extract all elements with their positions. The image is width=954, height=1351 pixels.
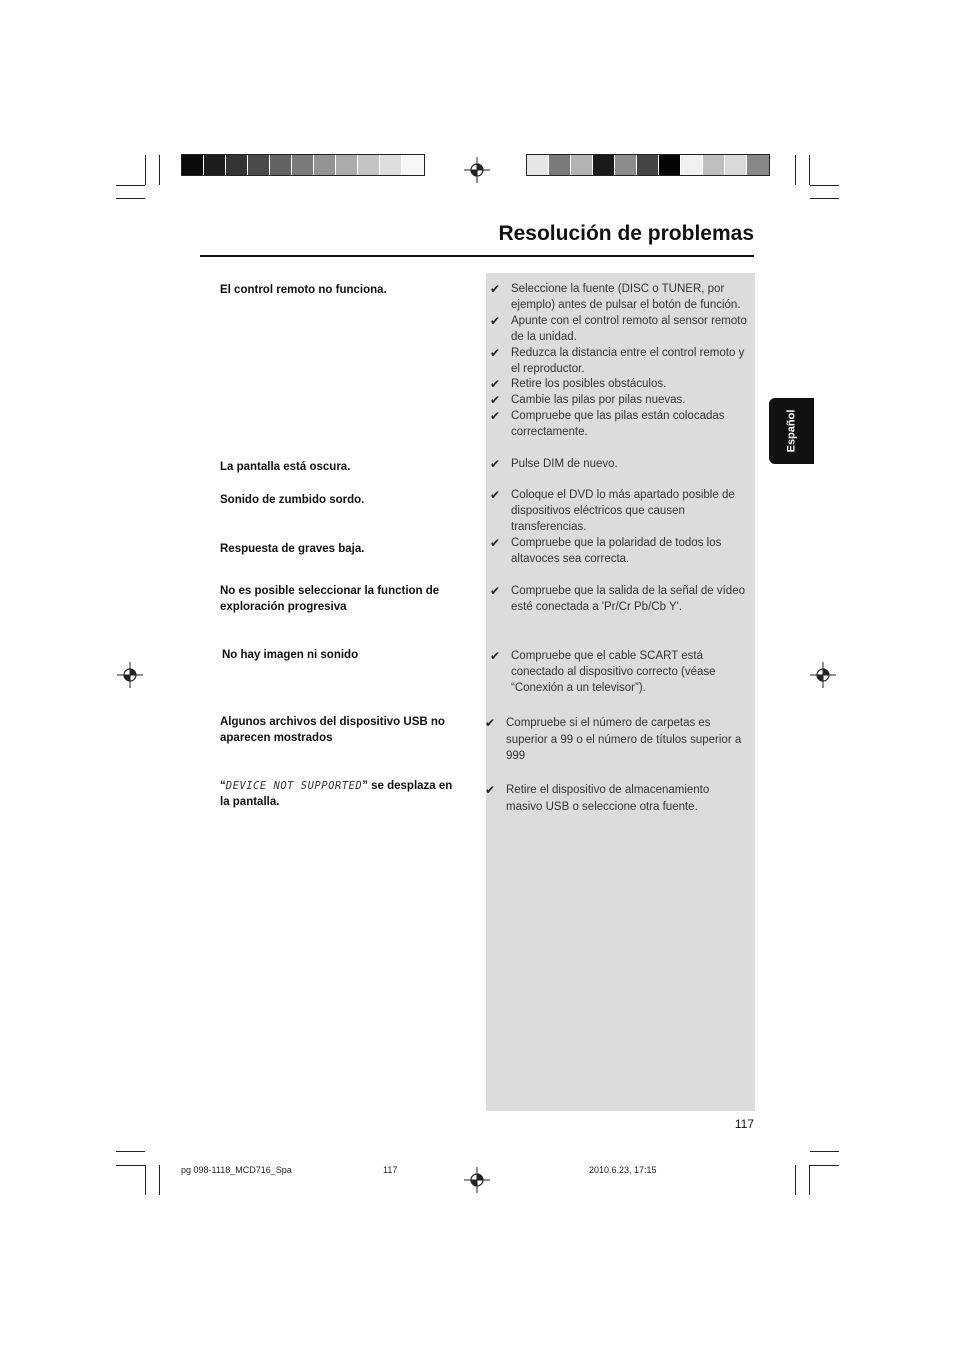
language-tab-label: Español — [785, 409, 798, 453]
calibration-swatch — [204, 155, 226, 175]
grayscale-calibration-bar-left — [181, 154, 425, 176]
solution-item: ✔ Compruebe si el número de carpetas es superior a 99 o el número de títulos superior a 999 — [485, 716, 742, 762]
calibration-swatch — [549, 155, 571, 175]
calibration-swatch — [358, 155, 380, 175]
calibration-swatch — [270, 155, 292, 175]
check-icon: ✔ — [485, 783, 496, 797]
solution-item: ✔ Cambie las pilas por pilas nuevas. — [490, 393, 686, 407]
calibration-swatch — [681, 155, 703, 175]
calibration-swatch — [314, 155, 336, 175]
registration-target-icon — [117, 662, 143, 688]
problem-item: Algunos archivos del dispositivo USB no aparecen mostrados — [220, 716, 445, 744]
solution-item: ✔ Compruebe que las pilas están colocadas correctamente. — [490, 409, 725, 438]
check-icon: ✔ — [490, 649, 501, 663]
problem-item: El control remoto no funciona. — [220, 284, 387, 296]
check-icon: ✔ — [490, 409, 501, 423]
check-icon: ✔ — [490, 282, 501, 296]
grayscale-calibration-bar-right — [526, 154, 770, 176]
calibration-swatch — [725, 155, 747, 175]
problem-item: La pantalla está oscura. — [220, 461, 351, 473]
registration-target-icon — [464, 1167, 490, 1193]
calibration-swatch — [402, 155, 424, 175]
problem-item: “DEVICE NOT SUPPORTED” se desplaza en la pantalla. — [220, 780, 453, 808]
footer-date: 2010.6.23, 17:15 — [589, 1165, 657, 1175]
solution-item: ✔ Reduzca la distancia entre el control remoto y el reproductor. — [490, 346, 745, 375]
problem-item: Respuesta de graves baja. — [220, 543, 365, 555]
solution-item: ✔ Compruebe que la salida de la señal de vídeo esté conectada a 'Pr/Cr Pb/Cb Y'. — [490, 584, 745, 613]
footer-page: 117 — [383, 1165, 398, 1175]
solution-item: ✔ Retire el dispositivo de almacenamiento masivo USB o seleccione otra fuente. — [485, 783, 710, 813]
calibration-swatch — [593, 155, 615, 175]
calibration-swatch — [380, 155, 402, 175]
page-title: Resolución de problemas — [498, 222, 754, 245]
problem-item: No hay imagen ni sonido — [222, 649, 359, 661]
calibration-swatch — [571, 155, 593, 175]
calibration-swatch — [659, 155, 681, 175]
calibration-swatch — [615, 155, 637, 175]
check-icon: ✔ — [490, 377, 501, 391]
solution-item: ✔ Seleccione la fuente (DISC o TUNER, por ejemplo) antes de pulsar el botón de función. — [490, 282, 741, 311]
solution-item: ✔ Compruebe que la polaridad de todos los altavoces sea correcta. — [490, 536, 722, 565]
registration-target-icon — [464, 157, 490, 183]
page-number: 117 — [734, 1117, 754, 1131]
check-icon: ✔ — [485, 716, 496, 730]
calibration-swatch — [747, 155, 769, 175]
footer-filename: pg 098-1118_MCD716_Spa — [181, 1165, 292, 1175]
problem-item: Sonido de zumbido sordo. — [220, 494, 365, 506]
lcd-display-text: DEVICE NOT SUPPORTED — [225, 780, 363, 792]
solution-item: ✔ Retire los posibles obstáculos. — [490, 377, 667, 391]
calibration-swatch — [248, 155, 270, 175]
calibration-swatch — [292, 155, 314, 175]
check-icon: ✔ — [490, 488, 501, 502]
check-icon: ✔ — [490, 584, 501, 598]
solution-item: ✔ Compruebe que el cable SCART está conectado al dispositivo correcto (véase “Conexión a un televisor”). — [490, 649, 716, 694]
solution-item: ✔ Coloque el DVD lo más apartado posible de dispositivos eléctricos que causen transferencias. — [490, 488, 735, 533]
check-icon: ✔ — [490, 536, 501, 550]
problem-item: No es posible seleccionar la function de exploración progresiva — [220, 585, 440, 613]
registration-target-icon — [810, 662, 836, 688]
title-underline — [200, 255, 754, 257]
calibration-swatch — [182, 155, 204, 175]
solution-item: ✔ Apunte con el control remoto al sensor remoto de la unidad. — [490, 314, 747, 343]
check-icon: ✔ — [490, 314, 501, 328]
solution-item: ✔ Pulse DIM de nuevo. — [490, 457, 618, 471]
calibration-swatch — [637, 155, 659, 175]
check-icon: ✔ — [490, 393, 501, 407]
calibration-swatch — [226, 155, 248, 175]
calibration-swatch — [336, 155, 358, 175]
check-icon: ✔ — [490, 346, 501, 360]
calibration-swatch — [703, 155, 725, 175]
calibration-swatch — [527, 155, 549, 175]
check-icon: ✔ — [490, 457, 501, 471]
